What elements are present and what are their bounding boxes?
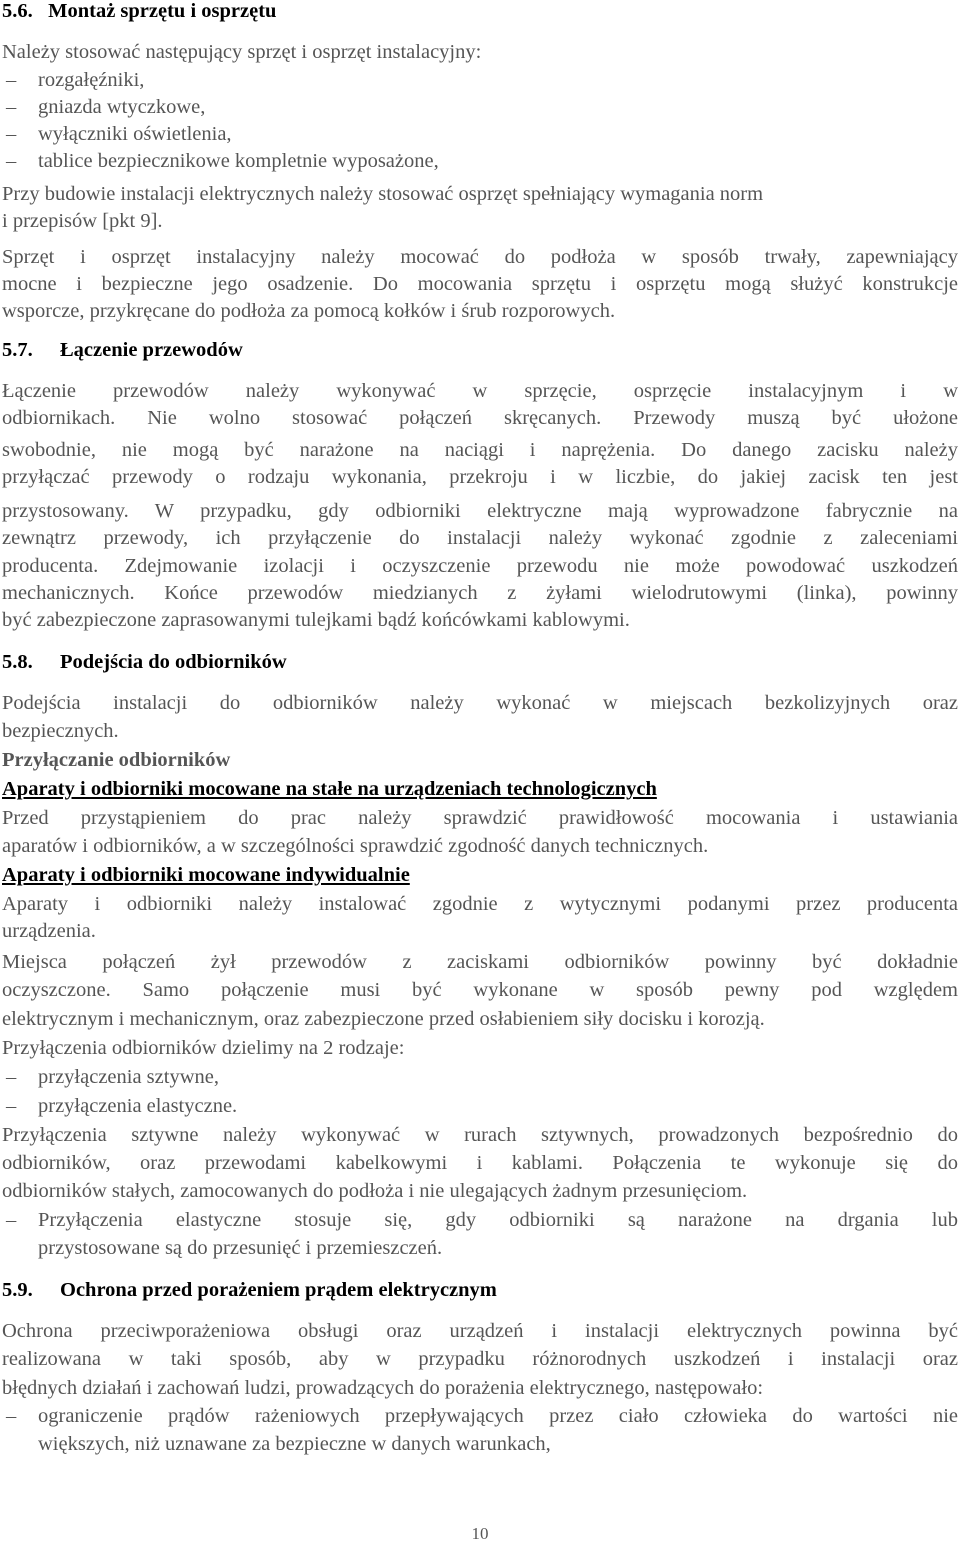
list-item-continuation: przystosowane są do przesunięć i przemieszczeń. — [38, 1237, 443, 1259]
list-item: przyłączenia elastyczne. — [38, 1095, 238, 1117]
section-heading-5-8 — [2, 648, 958, 676]
list-item: Przyłączenia elastyczne stosuje się, gdy odbiorniki są narażone na drgania lub — [38, 1209, 958, 1231]
paragraph-line: być zabezpieczone zaprasowanymi tulejkami bądź końcówkami kablowymi. — [2, 609, 630, 631]
paragraph-line: przystosowany. W przypadku, gdy odbiorniki elektryczne mają wyprowadzone fabrycznie na — [2, 500, 958, 522]
list-item: przyłączenia sztywne, — [38, 1066, 219, 1088]
paragraph-line: przyłączać przewody o rodzaju wykonania, przekroju i w liczbie, do jakiej zacisk ten jest — [2, 466, 958, 488]
list-item: rozgałęźniki, — [38, 69, 145, 91]
dash-bullet: – — [6, 1209, 17, 1231]
section-title: Podejścia do odbiorników — [60, 651, 287, 673]
paragraph-line: Sprzęt i osprzęt instalacyjny należy mocować do podłoża w sposób trwały, zapewniający — [2, 246, 958, 268]
subheading: Przyłączanie odbiorników — [2, 749, 231, 771]
section-number: 5.8. — [2, 651, 33, 673]
list-item: ograniczenie prądów rażeniowych przepływających przez ciało człowieka do wartości nie — [38, 1405, 958, 1427]
paragraph-line: odbiornikach. Nie wolno stosować połączeń skręcanych. Przewody muszą być ułożone — [2, 407, 958, 429]
section-heading-5-9 — [2, 1276, 958, 1304]
paragraph-line: odbiorników, oraz przewodami kabelkowymi i kablami. Połączenia te wykonuje się do — [2, 1152, 958, 1174]
paragraph-line: oczyszczone. Samo połączenie musi być wykonane w sposób pewny pod względem — [2, 979, 958, 1001]
paragraph-line: bezpiecznych. — [2, 720, 119, 742]
paragraph-line: mechanicznych. Końce przewodów miedzianych z żyłami wielodrutowymi (linka), powinny — [2, 582, 958, 604]
paragraph-line: Przy budowie instalacji elektrycznych należy stosować osprzęt spełniający wymagania norm — [2, 183, 764, 205]
paragraph-line: Przyłączenia sztywne należy wykonywać w rurach sztywnych, prowadzonych bezpośrednio do — [2, 1124, 958, 1146]
paragraph-line: aparatów i odbiorników, a w szczególności sprawdzić zgodność danych technicznych. — [2, 835, 709, 857]
paragraph-line: odbiorników stałych, zamocowanych do podłoża i nie ulegających żadnym przesunięciom. — [2, 1180, 748, 1202]
list-item: wyłączniki oświetlenia, — [38, 123, 232, 145]
subheading: Aparaty i odbiorniki mocowane na stałe na urządzeniach technologicznych — [2, 778, 657, 800]
paragraph-line: Należy stosować następujący sprzęt i osprzęt instalacyjny: — [2, 41, 482, 63]
paragraph-line: Miejsca połączeń żył przewodów z zaciskami odbiorników powinny być dokładnie — [2, 951, 958, 973]
paragraph-line: swobodnie, nie mogą być narażone na naciągi i naprężenia. Do danego zacisku należy — [2, 439, 958, 461]
paragraph-line: Przed przystąpieniem do prac należy sprawdzić prawidłowość mocowania i ustawiania — [2, 807, 958, 829]
dash-bullet: – — [6, 1095, 17, 1117]
paragraph-line: Łączenie przewodów należy wykonywać w sprzęcie, osprzęcie instalacyjnym i w — [2, 380, 958, 402]
section-number: 5.7. — [2, 339, 33, 361]
dash-bullet: – — [6, 69, 17, 91]
section-heading-5-7 — [2, 336, 958, 364]
dash-bullet: – — [6, 1405, 17, 1427]
list-item: tablice bezpiecznikowe kompletnie wyposażone, — [38, 150, 439, 172]
paragraph-line: Aparaty i odbiorniki należy instalować zgodnie z wytycznymi podanymi przez producenta — [2, 893, 958, 915]
paragraph-line: wsporcze, przykręcane do podłoża za pomocą kołków i śrub rozporowych. — [2, 300, 616, 322]
paragraph-line: producenta. Zdejmowanie izolacji i oczyszczenie przewodu nie może powodować uszkodzeń — [2, 555, 958, 577]
subheading: Aparaty i odbiorniki mocowane indywidualnie — [2, 864, 410, 886]
dash-bullet: – — [6, 1066, 17, 1088]
page-number: 10 — [471, 1524, 489, 1543]
section-number: 5.9. — [2, 1279, 33, 1301]
paragraph-line: elektrycznym i mechanicznym, oraz zabezpieczone przed osłabieniem siły docisku i korozją. — [2, 1008, 765, 1030]
paragraph-line: i przepisów [pkt 9]. — [2, 210, 163, 232]
section-title: Łączenie przewodów — [60, 339, 243, 361]
section-heading-5-6: 5.6. Montaż sprzętu i osprzętu — [2, 0, 277, 22]
paragraph-line: Podejścia instalacji do odbiorników należy wykonać w miejscach bezkolizyjnych oraz — [2, 692, 958, 714]
dash-bullet: – — [6, 123, 17, 145]
paragraph-line: realizowana w taki sposób, aby w przypadku różnorodnych uszkodzeń i instalacji oraz — [2, 1348, 958, 1370]
list-item-continuation: większych, niż uznawane za bezpieczne w danych warunkach, — [38, 1433, 551, 1455]
dash-bullet: – — [6, 96, 17, 118]
list-item: gniazda wtyczkowe, — [38, 96, 206, 118]
paragraph-line: Ochrona przeciwporażeniowa obsługi oraz urządzeń i instalacji elektrycznych powinna być — [2, 1320, 958, 1342]
paragraph-line: mocne i bezpieczne jego osadzenie. Do mocowania sprzętu i osprzętu mogą służyć konstrukcje — [2, 273, 958, 295]
paragraph-line: zewnątrz przewody, ich przyłączenie do instalacji należy wykonać zgodnie z zaleceniami — [2, 527, 958, 549]
paragraph-line: urządzenia. — [2, 920, 96, 942]
dash-bullet: – — [6, 150, 17, 172]
section-title: Ochrona przed porażeniem prądem elektrycznym — [60, 1279, 497, 1301]
paragraph-line: Przyłączenia odbiorników dzielimy na 2 rodzaje: — [2, 1037, 405, 1059]
paragraph-line: błędnych działań i zachowań ludzi, prowadzących do porażenia elektrycznego, następowało: — [2, 1377, 764, 1399]
